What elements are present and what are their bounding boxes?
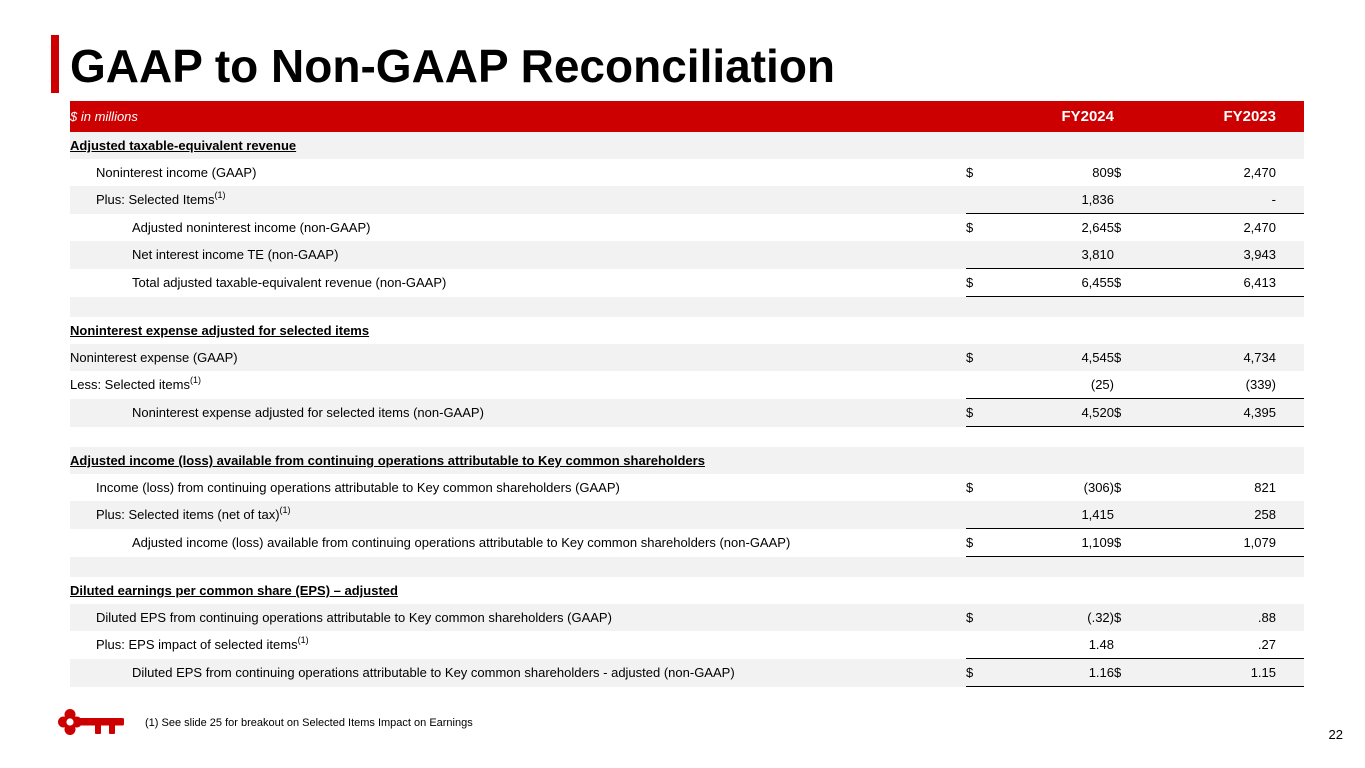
row-label: Plus: Selected items (net of tax)$^{(1)}$ <box>70 501 966 529</box>
section-heading-row <box>70 317 1304 344</box>
table-row <box>70 474 1304 501</box>
fy2024-value: 3,810 <box>994 241 1114 269</box>
table-row <box>70 159 1304 186</box>
page-title: GAAP to Non-GAAP Reconciliation <box>70 40 836 92</box>
section-heading-row <box>70 447 1304 474</box>
table-row <box>70 371 1304 399</box>
row-label: Adjusted income (loss) available from continuing operations attributable to Key common shareholders (non-GAAP) <box>132 535 791 550</box>
currency-symbol: $ <box>966 165 974 180</box>
table-row <box>70 659 1304 687</box>
section-heading: Adjusted taxable-equivalent revenue <box>70 132 1304 159</box>
section-heading: Diluted earnings per common share (EPS) – adjusted <box>70 583 398 598</box>
row-label: Diluted EPS from continuing operations attributable to Key common shareholders - adjusted (non-GAAP) <box>70 659 966 687</box>
fy2024-value: 809 <box>1092 165 1114 180</box>
key-logo-icon <box>57 708 127 736</box>
fy2023-value: 1.15 <box>1141 659 1276 687</box>
currency-symbol: $ <box>1114 165 1122 180</box>
fy2023-value: .27 <box>1257 637 1276 652</box>
section-heading: Adjusted income (loss) available from continuing operations attributable to Key common shareholders <box>70 447 1304 474</box>
fy2024-value: 1.48 <box>1088 637 1114 652</box>
currency-symbol: $ <box>1114 529 1141 557</box>
table-row <box>70 604 1304 631</box>
row-label: Income (loss) from continuing operations attributable to Key common shareholders (GAAP) <box>96 480 620 495</box>
row-label: Plus: EPS impact of selected items$^{(1)}$ <box>96 635 309 653</box>
row-label: Plus: Selected Items$^{(1)}$ <box>70 186 966 214</box>
currency-symbol: $ <box>1114 344 1141 371</box>
table-row <box>70 269 1304 297</box>
table-row <box>70 344 1304 371</box>
row-label: Adjusted noninterest income (non-GAAP) <box>132 219 371 235</box>
currency-symbol: $ <box>966 269 994 297</box>
table-row <box>70 241 1304 269</box>
fy2024-value: 4,520 <box>994 399 1114 427</box>
page-number: 22 <box>1328 727 1343 742</box>
row-label: Noninterest expense adjusted for selected items (non-GAAP) <box>70 399 966 427</box>
fy2024-value: (25) <box>1090 377 1114 392</box>
fy2023-value: (339) <box>1245 377 1276 392</box>
section-heading-row <box>70 577 1304 604</box>
currency-symbol: $ <box>966 480 974 495</box>
footnote-marker: (1) <box>297 635 309 646</box>
column-header-fy2023: FY2023 <box>1141 101 1276 132</box>
fy2023-value: 2,470 <box>1243 165 1276 180</box>
fy2023-value: .88 <box>1141 604 1276 631</box>
fy2024-value: 1.16 <box>994 659 1114 687</box>
fy2024-value: (306) <box>1083 480 1114 495</box>
fy2023-value: 4,395 <box>1141 399 1276 427</box>
footnote-marker: (1) <box>279 505 291 516</box>
currency-symbol: $ <box>1114 604 1141 631</box>
fy2024-value: 2,645 <box>994 214 1114 242</box>
table-row <box>70 631 1304 659</box>
currency-symbol: $ <box>966 659 994 687</box>
currency-symbol: $ <box>966 604 994 631</box>
currency-symbol: $ <box>1114 399 1141 427</box>
currency-symbol: $ <box>966 399 994 427</box>
section-heading-row <box>70 132 1304 159</box>
row-label: Noninterest income (GAAP) <box>96 165 257 180</box>
fy2024-value: 1,836 <box>994 186 1114 214</box>
spacer-row <box>70 297 1304 318</box>
fy2023-value: 2,470 <box>1141 214 1276 242</box>
fy2023-value: 821 <box>1254 480 1276 495</box>
table-header-row <box>70 101 1304 132</box>
table-row <box>70 501 1304 529</box>
row-label: Net interest income TE (non-GAAP) <box>70 241 966 269</box>
footnote: (1) See slide 25 for breakout on Selected Items Impact on Earnings <box>145 717 473 729</box>
fy2024-value: (.32) <box>994 604 1114 631</box>
table-row <box>70 214 1304 242</box>
fy2023-value: 4,734 <box>1141 344 1276 371</box>
fy2024-value: 4,545 <box>994 344 1114 371</box>
currency-symbol: $ <box>966 344 994 371</box>
footnote-marker: (1) <box>214 190 226 201</box>
table-row <box>70 529 1304 557</box>
footnote-marker: (1) <box>189 375 201 386</box>
fy2024-value: 1,415 <box>994 501 1114 529</box>
table-row <box>70 186 1304 214</box>
currency-symbol: $ <box>1114 214 1141 242</box>
fy2024-value: 1,109 <box>994 529 1114 557</box>
row-label: Less: Selected items$^{(1)}$ <box>70 375 201 393</box>
row-label: Noninterest expense (GAAP) <box>70 344 966 371</box>
fy2024-value: 6,455 <box>994 269 1114 297</box>
fy2023-value: - <box>1141 186 1276 214</box>
currency-symbol: $ <box>1114 659 1141 687</box>
row-label: Diluted EPS from continuing operations attributable to Key common shareholders (GAAP) <box>70 604 966 631</box>
table-row <box>70 399 1304 427</box>
fy2023-value: 1,079 <box>1141 529 1276 557</box>
row-label: Total adjusted taxable-equivalent revenue (non-GAAP) <box>132 275 447 290</box>
fy2023-value: 258 <box>1141 501 1276 529</box>
fy2023-value: 6,413 <box>1141 269 1276 297</box>
units-label: $ in millions <box>70 101 966 132</box>
spacer-row <box>70 427 1304 448</box>
currency-symbol: $ <box>1114 269 1141 297</box>
currency-symbol: $ <box>966 214 994 242</box>
currency-symbol: $ <box>966 529 994 557</box>
title-accent-bar <box>51 35 59 93</box>
reconciliation-table <box>70 101 1304 687</box>
section-heading: Noninterest expense adjusted for selected items <box>70 323 370 338</box>
column-header-fy2024: FY2024 <box>994 101 1114 132</box>
fy2023-value: 3,943 <box>1141 241 1276 269</box>
spacer-row <box>70 557 1304 578</box>
currency-symbol: $ <box>1114 480 1122 495</box>
